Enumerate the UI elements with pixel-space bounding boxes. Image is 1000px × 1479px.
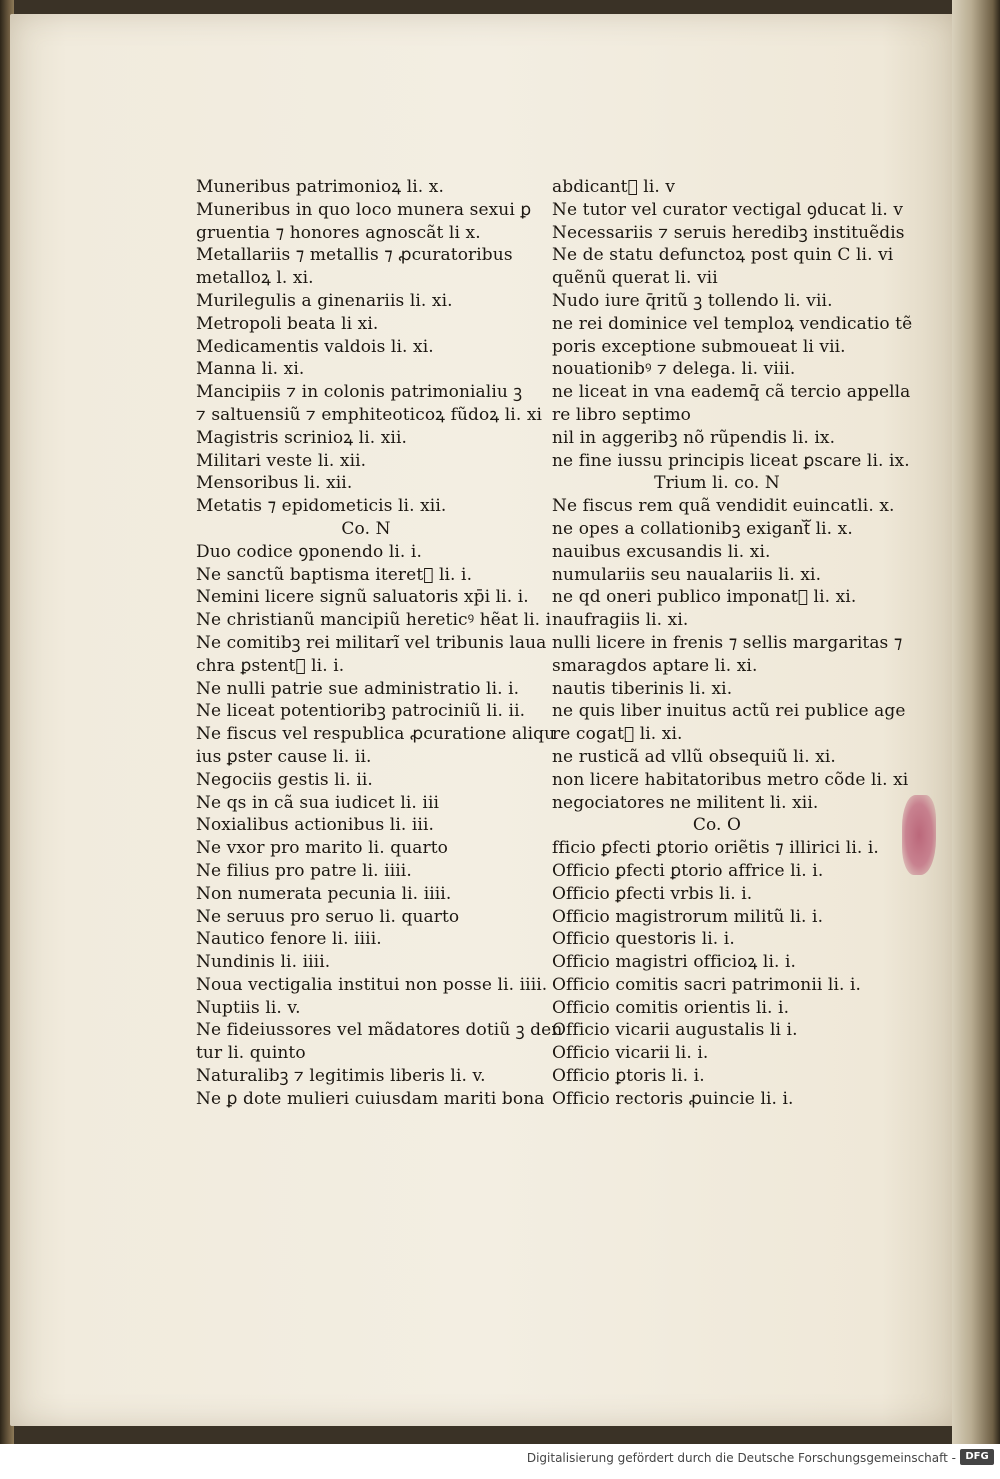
index-entry: smaragdos aptare li. xi. [552,655,758,676]
index-entry: Negociis gestis li. ii. [196,769,373,790]
index-entry: Naturalibꝫ ⁊ legitimis liberis li. v. [196,1066,486,1087]
red-stain [902,795,936,875]
index-entry: ne rusticã ad vllũ obsequiũ li. xi. [552,746,836,767]
index-entry: ne fine iussu principis liceat ꝑscare li. ix. [552,450,910,471]
index-entry: ne liceat in vna eademq̄ cã tercio appella [552,382,911,403]
index-entry: negociatores ne militent li. xii. [552,792,819,813]
index-entry: re cogatᷓ li. xi. [552,724,683,745]
index-entry: nauibus excusandis li. xi. [552,541,771,562]
index-entry: nil in aggeribꝫ nõ rũpendis li. ix. [552,427,836,448]
index-entry: Militari veste li. xii. [196,450,367,471]
index-entry: Metatis ⁊ epidometicis li. xii. [196,496,447,517]
index-entry: Ne de statu defunctoꝝ post quin C li. vi [552,245,894,266]
footer-credit: Digitalisierung gefördert durch die Deutsche Forschungsgemeinschaft - [526,1451,956,1465]
index-entry: ne opes a collationibꝫ exigantᷓ li. x. [552,518,853,539]
dfg-logo: DFG [960,1449,994,1465]
index-entry: ne quis liber inuitus actũ rei publice age [552,701,906,722]
index-entry: Noxialibus actionibus li. iii. [196,815,435,836]
index-entry: Noua vectigalia institui non posse li. iiii. [196,974,548,995]
index-entry: Medicamentis valdois li. xi. [196,336,434,357]
index-entry: nulli licere in frenis ⁊ sellis margaritas ⁊ [552,632,903,653]
index-entry: Ne fiscus rem quã vendidit euincatli. x. [552,496,895,517]
index-entry: abdicantᷓ li. v [552,177,676,197]
index-entry: Ne tutor vel curator vectigal ꝯducat li. v [552,199,904,220]
index-entry: Ne fiscus vel respublica ꝓcuratione aliqu [196,724,556,745]
index-entry: Officio vicarii li. i. [552,1043,709,1064]
index-entry: nautis tiberinis li. xi. [552,678,733,699]
index-entry: Co. N [341,518,391,539]
index-entry: Ne fideiussores vel mãdatores dotiũ ꝫ den [196,1020,563,1041]
index-entry: Ne christianũ mancipiũ hereticꝰ hẽat li. i [196,610,552,631]
index-entry: Ne ꝑ dote mulieri cuiusdam mariti bona [196,1088,545,1109]
index-entry: fficio ꝑfecti ꝑtorio oriẽtis ⁊ illirici li. i. [552,838,879,859]
index-entry: poris exceptione submoueat li vii. [552,336,846,357]
index-entry: Muneribus in quo loco munera sexui ꝑ [196,199,532,220]
index-entry: chra ꝑstentᷓ li. i. [196,655,345,676]
page-edge [952,0,1000,1460]
index-entry: Manna li. xi. [196,359,305,380]
index-entry: ⁊ saltuensiũ ⁊ emphiteoticoꝝ fũdoꝝ li. xi [196,404,543,425]
index-entry: Officio comitis sacri patrimonii li. i. [552,974,862,995]
index-entry: Nautico fenore li. iiii. [196,929,382,950]
index-entry: Officio magistri officioꝝ li. i. [552,952,797,973]
index-entry: Ne vxor pro marito li. quarto [196,838,448,859]
index-entry: ius ꝑster cause li. ii. [196,746,372,767]
index-entry: Officio ꝑfecti ꝑtorio affrice li. i. [552,860,824,881]
index-entry: Ne qs in cã sua iudicet li. iii [196,792,440,813]
index-entry: ne rei dominice vel temploꝝ vendicatio tẽ [552,313,913,334]
index-entry: Nuptiis li. v. [196,997,301,1018]
index-entry: Metallariis ⁊ metallis ⁊ ꝓcuratoribus [196,245,513,266]
index-entry: Officio rectoris ꝓuincie li. i. [552,1088,794,1109]
index-entry: Nudo iure q̄ritũ ꝫ tollendo li. vii. [552,290,833,311]
index-entry: nouationibꝰ ⁊ delega. li. viii. [552,359,796,380]
index-entry: Officio magistrorum militũ li. i. [552,906,824,927]
index-entry: Mensoribus li. xii. [196,473,353,494]
index-entry: Magistris scrinioꝝ li. xii. [196,427,408,448]
index-entry: Ne comitibꝫ rei militarĩ vel tribunis laua [196,632,547,653]
index-entry: numulariis seu naualariis li. xi. [552,564,822,585]
index-entry: quẽnũ querat li. vii [552,268,718,289]
index-entry: Ne seruus pro seruo li. quarto [196,906,460,927]
index-entry: Mancipiis ⁊ in colonis patrimonialiu ꝫ [196,382,523,403]
index-entry: naufragiis li. xi. [552,610,689,631]
index-entry: ne qd oneri publico imponatᷓ li. xi. [552,587,857,608]
index-entry: Metropoli beata li xi. [196,313,379,334]
index-entry: Ne liceat potentioribꝫ patrociniũ li. ii. [196,701,526,722]
index-entry: metalloꝝ l. xi. [196,268,314,289]
index-entry: gruentia ⁊ honores agnoscãt li x. [196,222,481,243]
index-entry: Ne sanctũ baptisma iteretᷓ li. i. [196,564,473,585]
index-entry: Officio comitis orientis li. i. [552,997,790,1018]
index-entry: Officio ꝑfecti vrbis li. i. [552,883,753,904]
index-entry: re libro septimo [552,404,692,425]
right-column [552,176,913,1111]
index-entry: Nundinis li. iiii. [196,952,331,973]
index-entry: Officio vicarii augustalis li i. [552,1020,798,1041]
index-entry: Murilegulis a ginenariis li. xi. [196,290,453,311]
index-entry: Nemini licere signũ saluatoris xp̄i li. i. [196,587,529,608]
index-entry: non licere habitatoribus metro cõde li. xi [552,769,909,790]
index-entry: Trium li. co. N [654,473,780,494]
index-entry: Officio ꝑtoris li. i. [552,1066,705,1087]
index-entry: Ne nulli patrie sue administratio li. i. [196,678,520,699]
index-entry: Duo codice ꝯponendo li. i. [196,541,422,562]
index-entry: Necessariis ⁊ seruis heredibꝫ instituẽdis [552,222,905,243]
index-entry: Ne filius pro patre li. iiii. [196,860,412,881]
index-entry: Non numerata pecunia li. iiii. [196,883,452,904]
left-column [196,176,563,1111]
index-entry: Muneribus patrimonioꝝ li. x. [196,177,444,197]
index-entry: Co. O [692,815,742,836]
index-entry: Officio questoris li. i. [552,929,735,950]
index-entry: tur li. quinto [196,1043,306,1064]
